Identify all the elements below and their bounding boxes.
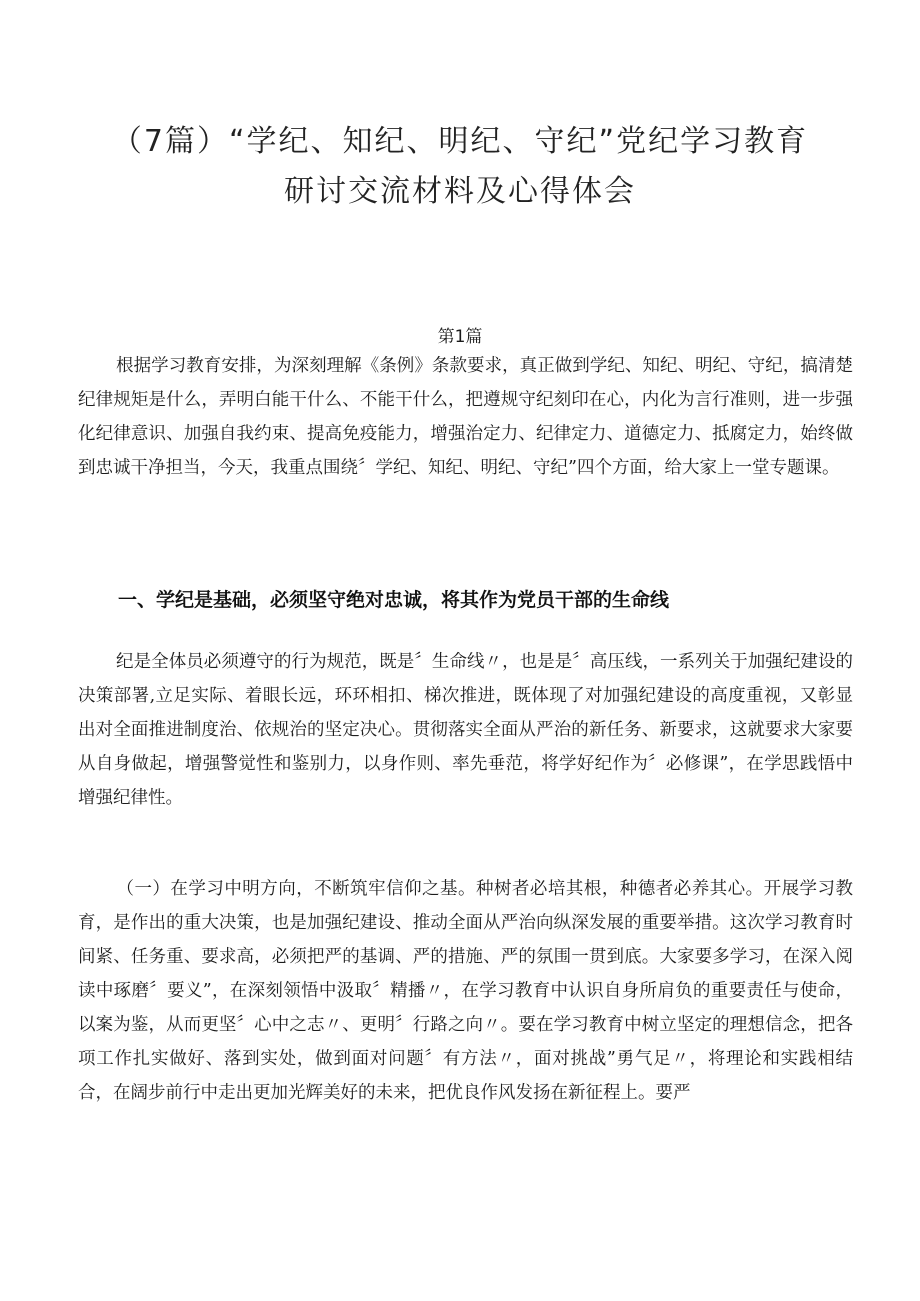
section-heading-1: 一、学纪是基础，必须坚守绝对忠诚，将其作为党员干部的生命线 bbox=[118, 589, 670, 611]
document-title-line-2: 研讨交流材料及心得体会 bbox=[284, 174, 636, 209]
chapter-label: 第1篇 bbox=[437, 327, 483, 347]
paragraph-1-text: 根据学习教育安排，为深刻理解《条例》条款要求，真正做到学纪、知纪、明纪、守纪，搞清楚纪律规矩是什么，弄明白能干什么、不能干什么，把遵规守纪刻印在心，内化为言行准则，进一步强化纪律意识、加强自我约束、提高免疫能力，增强治定力、纪律定力、道德定力、抵腐定力，始终做到忠诚干净担当，今天，我重点围绕〞学纪、知纪、明纪、守纪”四个方面，给大家上一堂专题课。 bbox=[78, 356, 853, 478]
body-paragraph-2 bbox=[78, 645, 853, 815]
body-paragraph-3 bbox=[78, 872, 853, 1110]
body-paragraph-1 bbox=[78, 349, 853, 485]
paragraph-2-text: 纪是全体员必须遵守的行为规范，既是〞生命线〃，也是是〞高压线，一系列关于加强纪建设的决策部署,立足实际、着眼长远，环环相扣、梯次推进，既体现了对加强纪建设的高度重视，又彰显出对全面推进制度治、依规治的坚定决心。贯彻落实全面从严治的新任务、新要求，这就要求大家要从自身做起，增强警觉性和鉴别力，以身作则、率先垂范，将学好纪作为〞必修课”，在学思践悟中增强纪律性。 bbox=[78, 652, 853, 808]
document-title-line-1: （7篇）“学纪、知纪、明纪、守纪”党纪学习教育 bbox=[111, 124, 809, 159]
paragraph-3-text: （一）在学习中明方向，不断筑牢信仰之基。种树者必培其根，种德者必养其心。开展学习教育，是作出的重大决策，也是加强纪建设、推动全面从严治向纵深发展的重要举措。这次学习教育时间紧、任务重、要求高，必须把严的基调、严的措施、严的氛围一贯到底。大家要多学习，在深入阅读中琢磨〞要义”，在深刻领悟中汲取〞精播〃，在学习教育中认识自身所肩负的重要责任与使命，以案为鉴，从而更坚〞心中之志〃、更明〞行路之向〃。要在学习教育中树立坚定的理想信念，把各项工作扎实做好、落到实处，做到面对问题〞有方法〃，面对挑战”勇气足〃，将理论和实践相结合，在阔步前行中走出更加光辉美好的未来，把优良作风发扬在新征程上。要严 bbox=[78, 879, 853, 1103]
